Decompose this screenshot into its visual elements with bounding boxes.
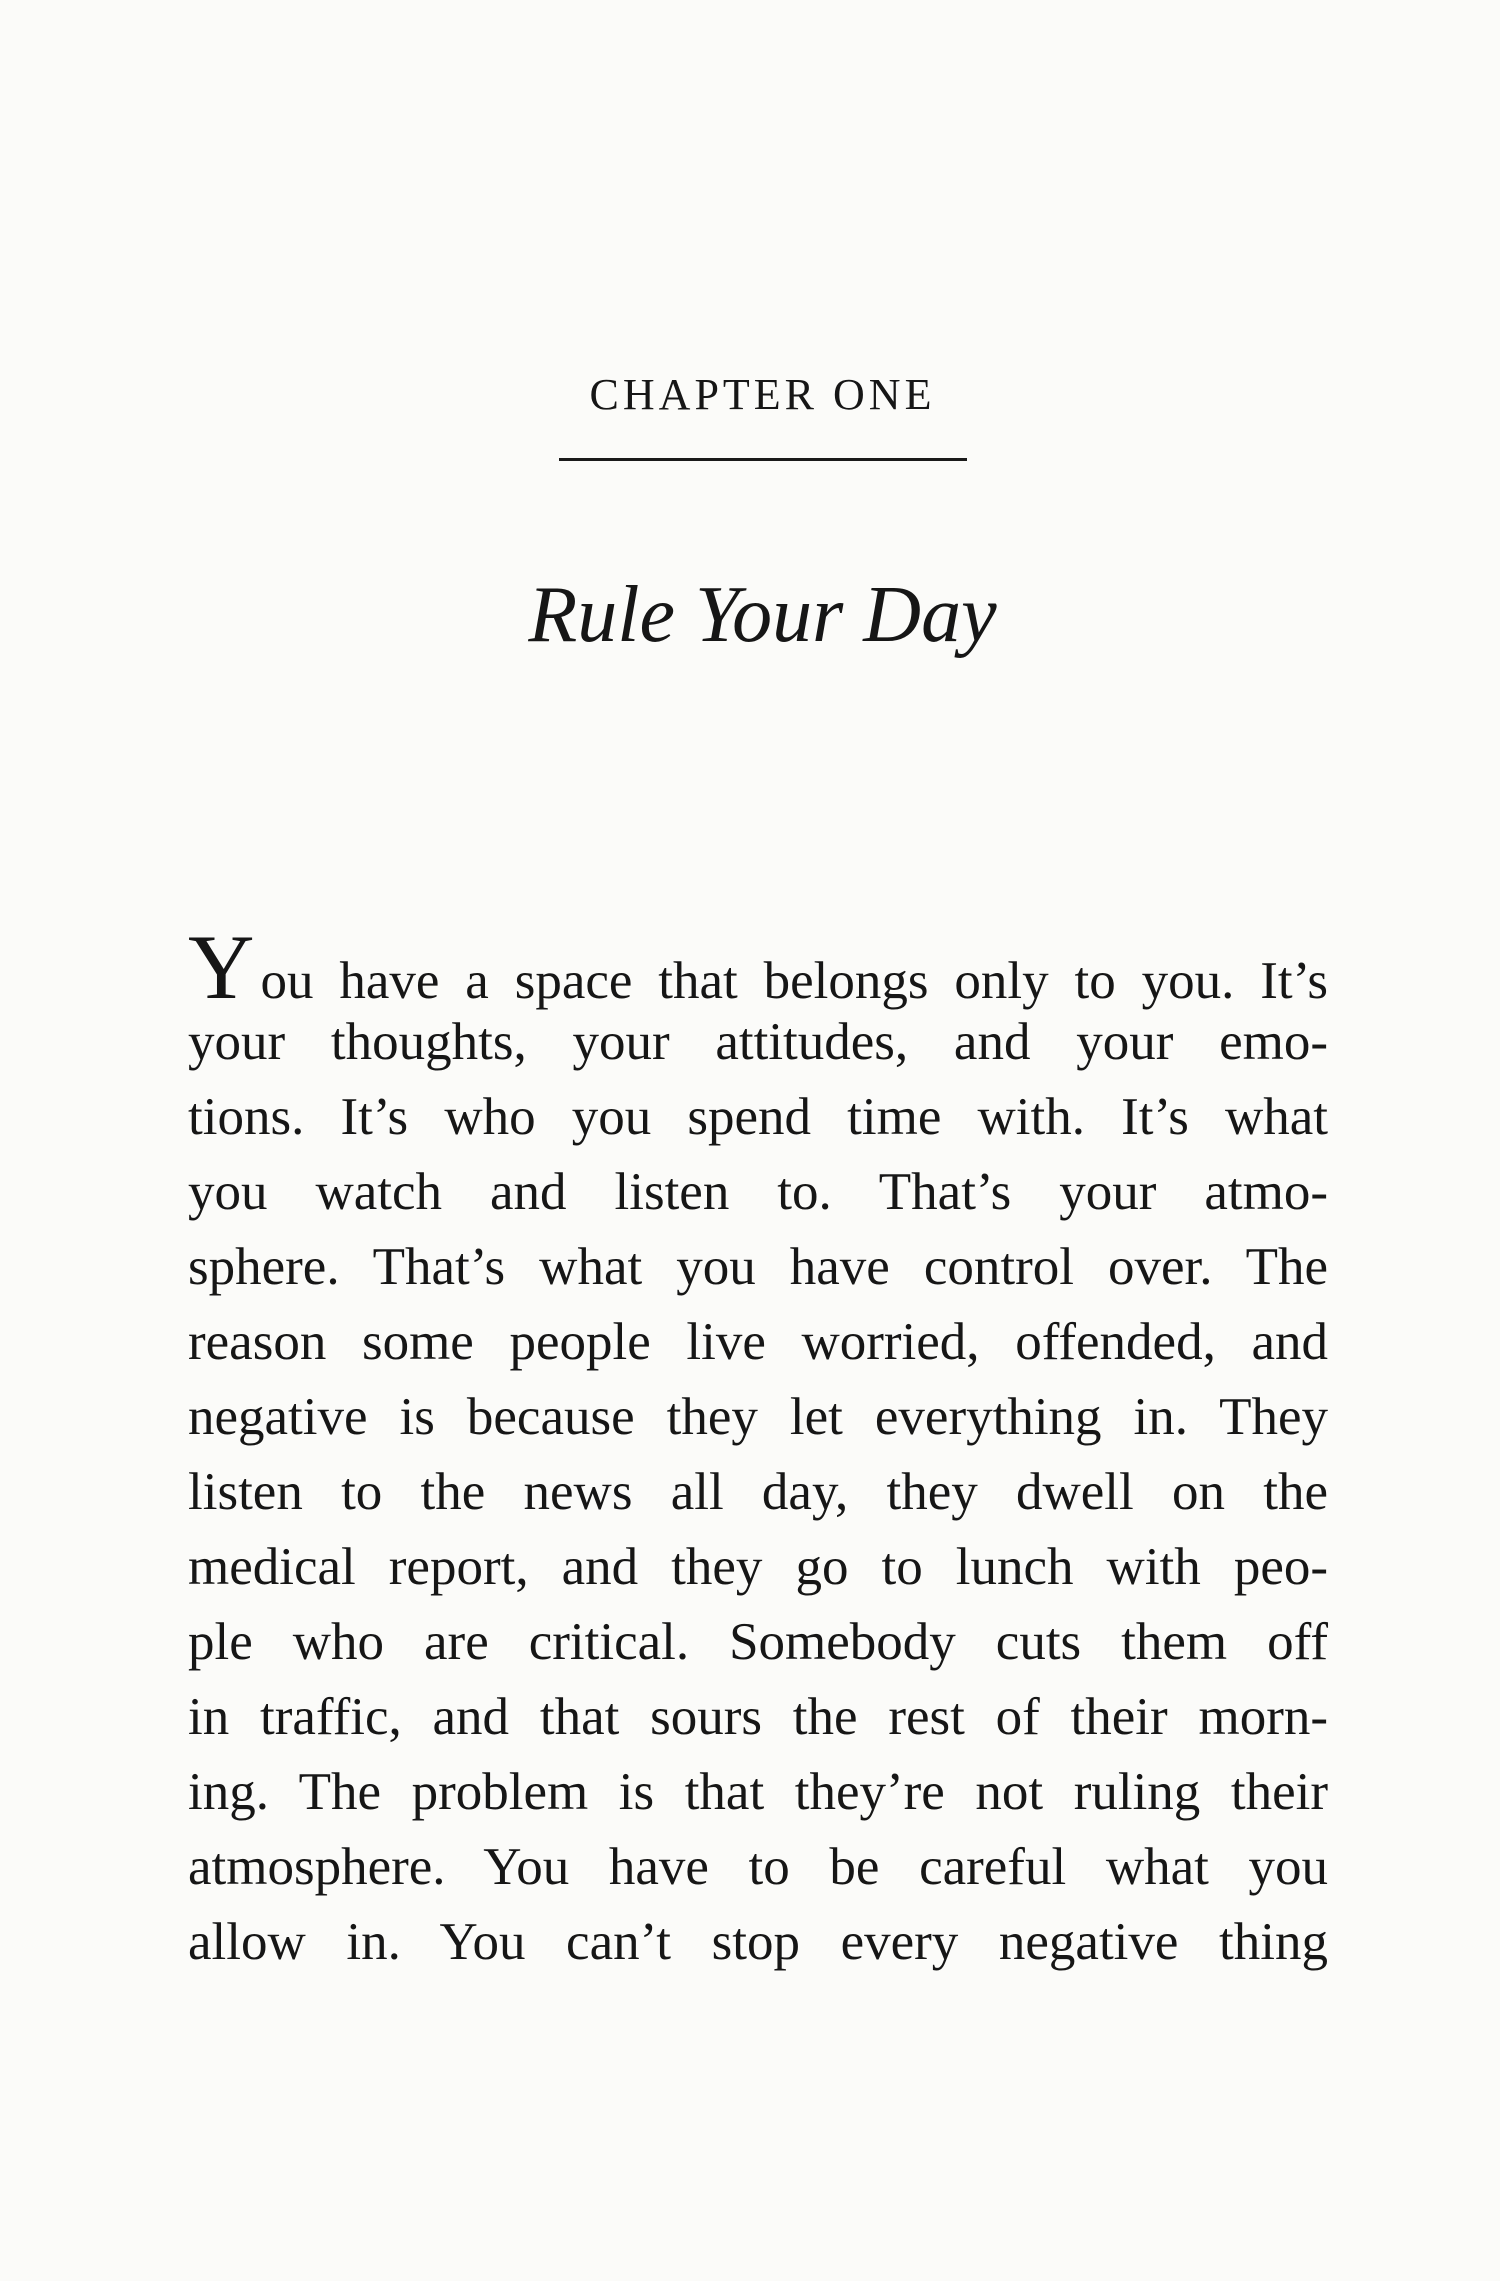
text-line: listen to the news all day, they dwell on the (188, 1463, 1328, 1521)
text-line: ple who are critical. Somebody cuts them off (188, 1613, 1328, 1671)
text-line: medical report, and they go to lunch with peo- (188, 1538, 1328, 1596)
text-line: in traffic, and that sours the rest of their morn- (188, 1688, 1328, 1746)
drop-cap: Y (188, 916, 255, 1018)
text-line: your thoughts, your attitudes, and your emo- (188, 1013, 1328, 1071)
chapter-label: CHAPTER ONE (589, 370, 936, 419)
text-line: negative is because they let everything in. They (188, 1388, 1328, 1446)
text-line: atmosphere. You have to be careful what you (188, 1838, 1328, 1896)
text-line: sphere. That’s what you have control over. The (188, 1238, 1328, 1296)
text-line: tions. It’s who you spend time with. It’s what (188, 1088, 1328, 1146)
text-line: ing. The problem is that they’re not ruling their (188, 1763, 1328, 1821)
chapter-title: Rule Your Day (528, 571, 997, 659)
body-paragraph (188, 916, 1328, 1980)
text-line: you watch and listen to. That’s your atmo- (188, 1163, 1328, 1221)
text-line: allow in. You can’t stop every negative thing (188, 1913, 1328, 1971)
chapter-divider (559, 458, 967, 461)
text-line: reason some people live worried, offended, and (188, 1313, 1328, 1371)
text-line: You have a space that belongs only to you. It’s (188, 916, 1328, 1018)
